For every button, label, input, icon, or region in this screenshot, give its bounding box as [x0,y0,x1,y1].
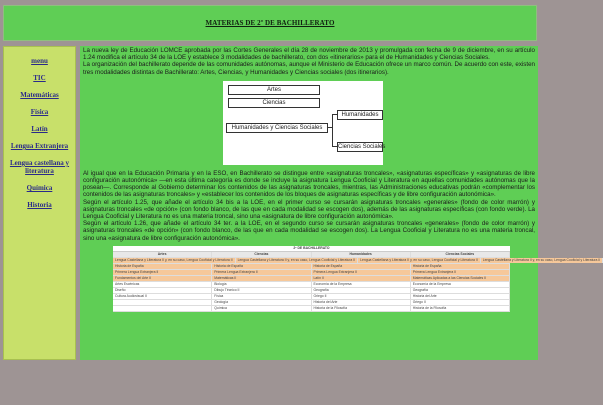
intro-paragraph: La nueva ley de Educación LOMCE aprobada por las Cortes Generales el día 28 de noviembre de 2013 y promulgada con fecha de 9 de diciembre, en su artículo 1.24 modifica el artículo 34 de la LOE y establece 3 modalidades de bachillerato, con dos «itinerarios» para el de Humanidades y Ciencias Sociales. [83,47,535,62]
second-course-paragraph: Según el artículo 1.26, que añade el artículo 34 ter. a la LOE, en el segundo curso se cursarán asignaturas troncales «generales» (fondo de color marrón) y asignaturas troncales «de opción» (con fondo blanco, de las que en cada modalidad se escogen dos). La Lengua Cooficial y Literatura no es una materia troncal, sino una «asignatura de libre configuración autonómica». [83,220,535,242]
sidebar-item-tic[interactable]: TIC [33,74,46,82]
diagram-hcs-box: Humanidades y Ciencias Sociales [226,123,328,133]
table-cell: Latín II [312,276,411,281]
sidebar-item-menu[interactable]: menu [31,57,48,65]
sidebar-item-lengua-castellana[interactable]: Lengua castellana y literatura [9,159,70,175]
table-cell: Lengua Castellana y Literatura II y, en su caso, Lengua Cooficial y Literatura II [481,258,603,263]
diagram-ciencias-box: Ciencias [228,98,320,108]
table-cell: Historia de España [312,264,411,269]
table-cell: Primera Lengua Extranjera II [411,270,510,275]
table-cell: Economía de la Empresa [411,282,510,287]
table-cell: Historia de España [113,264,212,269]
table-header-cell: Humanidades [312,252,411,257]
sidebar-item-latin[interactable]: Latín [31,125,48,133]
table-cell: Griego II [411,300,510,305]
table-cell: Lengua Castellana y Literatura II y, en su caso, Lengua Cooficial y Literatura II [236,258,359,263]
table-cell: Historia del Arte [312,300,411,305]
table-cell: Economía de la Empresa [312,282,411,287]
table-header-cell: Artes [113,252,212,257]
table-cell [113,300,212,305]
table-row [113,306,510,312]
subjects-paragraph: Al igual que en la Educación Primaria y en la ESO, en Bachillerato se distingue entre «asignaturas troncales», «asignaturas específicas» y «asignaturas de libre configuración autonómica» —en esta última categoría es donde se incluye la asignatura Lengua Cooficial y Literatura en aquellas comunidades autónomas que la posean—. Corresponde al Gobierno determinar los contenidos de las asignaturas troncales, mientras, las Administraciones educativas podrán «complementar los contenidos de las asignaturas troncales» y «establecer los contenidos de los bloques de asignaturas específicas y de libre configuración autonómica». [83,169,535,199]
table-cell: Geografía [312,288,411,293]
table-cell: Matemáticas Aplicadas a las Ciencias Sociales II [411,276,510,281]
sidebar-item-quimica[interactable]: Química [26,184,53,192]
sidebar-item-fisica[interactable]: Física [30,108,49,116]
page-title: MATERIAS DE 2º DE BACHILLERATO [205,19,335,27]
table-cell: Fundamentos del Arte II [113,276,212,281]
table-cell: Historia de la Filosofía [411,306,510,311]
page-header [3,5,537,41]
table-cell: Geografía [411,288,510,293]
table-cell: Lengua Castellana y Literatura II y, en su caso, Lengua Cooficial y Literatura II [113,258,236,263]
table-cell: Cultura Audiovisual II [113,294,212,299]
subjects-table [113,245,601,312]
table-cell: Historia del Arte [411,294,510,299]
table-title: 2º DE BACHILLERATO [113,246,510,252]
modalities-diagram [223,81,386,165]
table-cell: Matemáticas II [212,276,311,281]
table-cell: Dibujo Técnico II [212,288,311,293]
table-cell: Historia de la Filosofía [312,306,411,311]
table-header-cell: Ciencias [212,252,311,257]
organization-paragraph: La organización del bachillerato depende de las comunidades autónomas, aunque el Ministerio de Educación ofrece un marco común. De acuerdo con este, existen tres modalidades distintas de Bachillerato: Artes, Ciencias, y Humanidades y Ciencias sociales (dos itinerarios). [83,61,535,76]
sidebar-item-lengua-extranjera[interactable]: Lengua Extranjera [10,142,69,150]
table-cell: Lengua Castellana y Literatura II y, en su caso, Lengua Cooficial y Literatura II [358,258,481,263]
table-cell: Física [212,294,311,299]
sidebar-menu [3,46,76,360]
table-header-cell: Ciencias Sociales [411,252,510,257]
diagram-artes-box: Artes [228,85,320,95]
table-cell: Primera Lengua Extranjera II [113,270,212,275]
table-cell [113,306,212,311]
table-cell: Geología [212,300,311,305]
table-cell: Primera Lengua Extranjera II [212,270,311,275]
sidebar-item-matematicas[interactable]: Matemáticas [20,91,59,99]
table-cell: Primera Lengua Extranjera II [312,270,411,275]
table-cell: Historia de España [411,264,510,269]
diagram-ciencias-sociales-box: Ciencias Sociales [338,143,386,150]
table-cell: Artes Escénicas [113,282,212,287]
table-cell: Griego II [312,294,411,299]
main-content [80,46,601,360]
diagram-connector [332,114,333,147]
table-cell: Diseño [113,288,212,293]
table-cell: Biología [212,282,311,287]
table-body [113,257,601,312]
first-course-paragraph: Según el artículo 1.25, que añade el artículo 34 bis a la LOE, en el primer curso se cursarán asignaturas troncales «generales» (fondo de color marrón) y asignaturas troncales «de opción» (con fondo blanco, de las que en cada modalidad se escogen dos), además de las asignaturas específicas (con fondo verde). La Lengua Cooficial y Literatura no es una materia troncal, sino una «asignatura de libre configuración autonómica». [83,198,535,221]
table-cell: Química [212,306,311,311]
table-cell: Historia de España [212,264,311,269]
diagram-humanidades-box: Humanidades [337,110,383,120]
sidebar-item-historia[interactable]: Historia [27,201,52,209]
